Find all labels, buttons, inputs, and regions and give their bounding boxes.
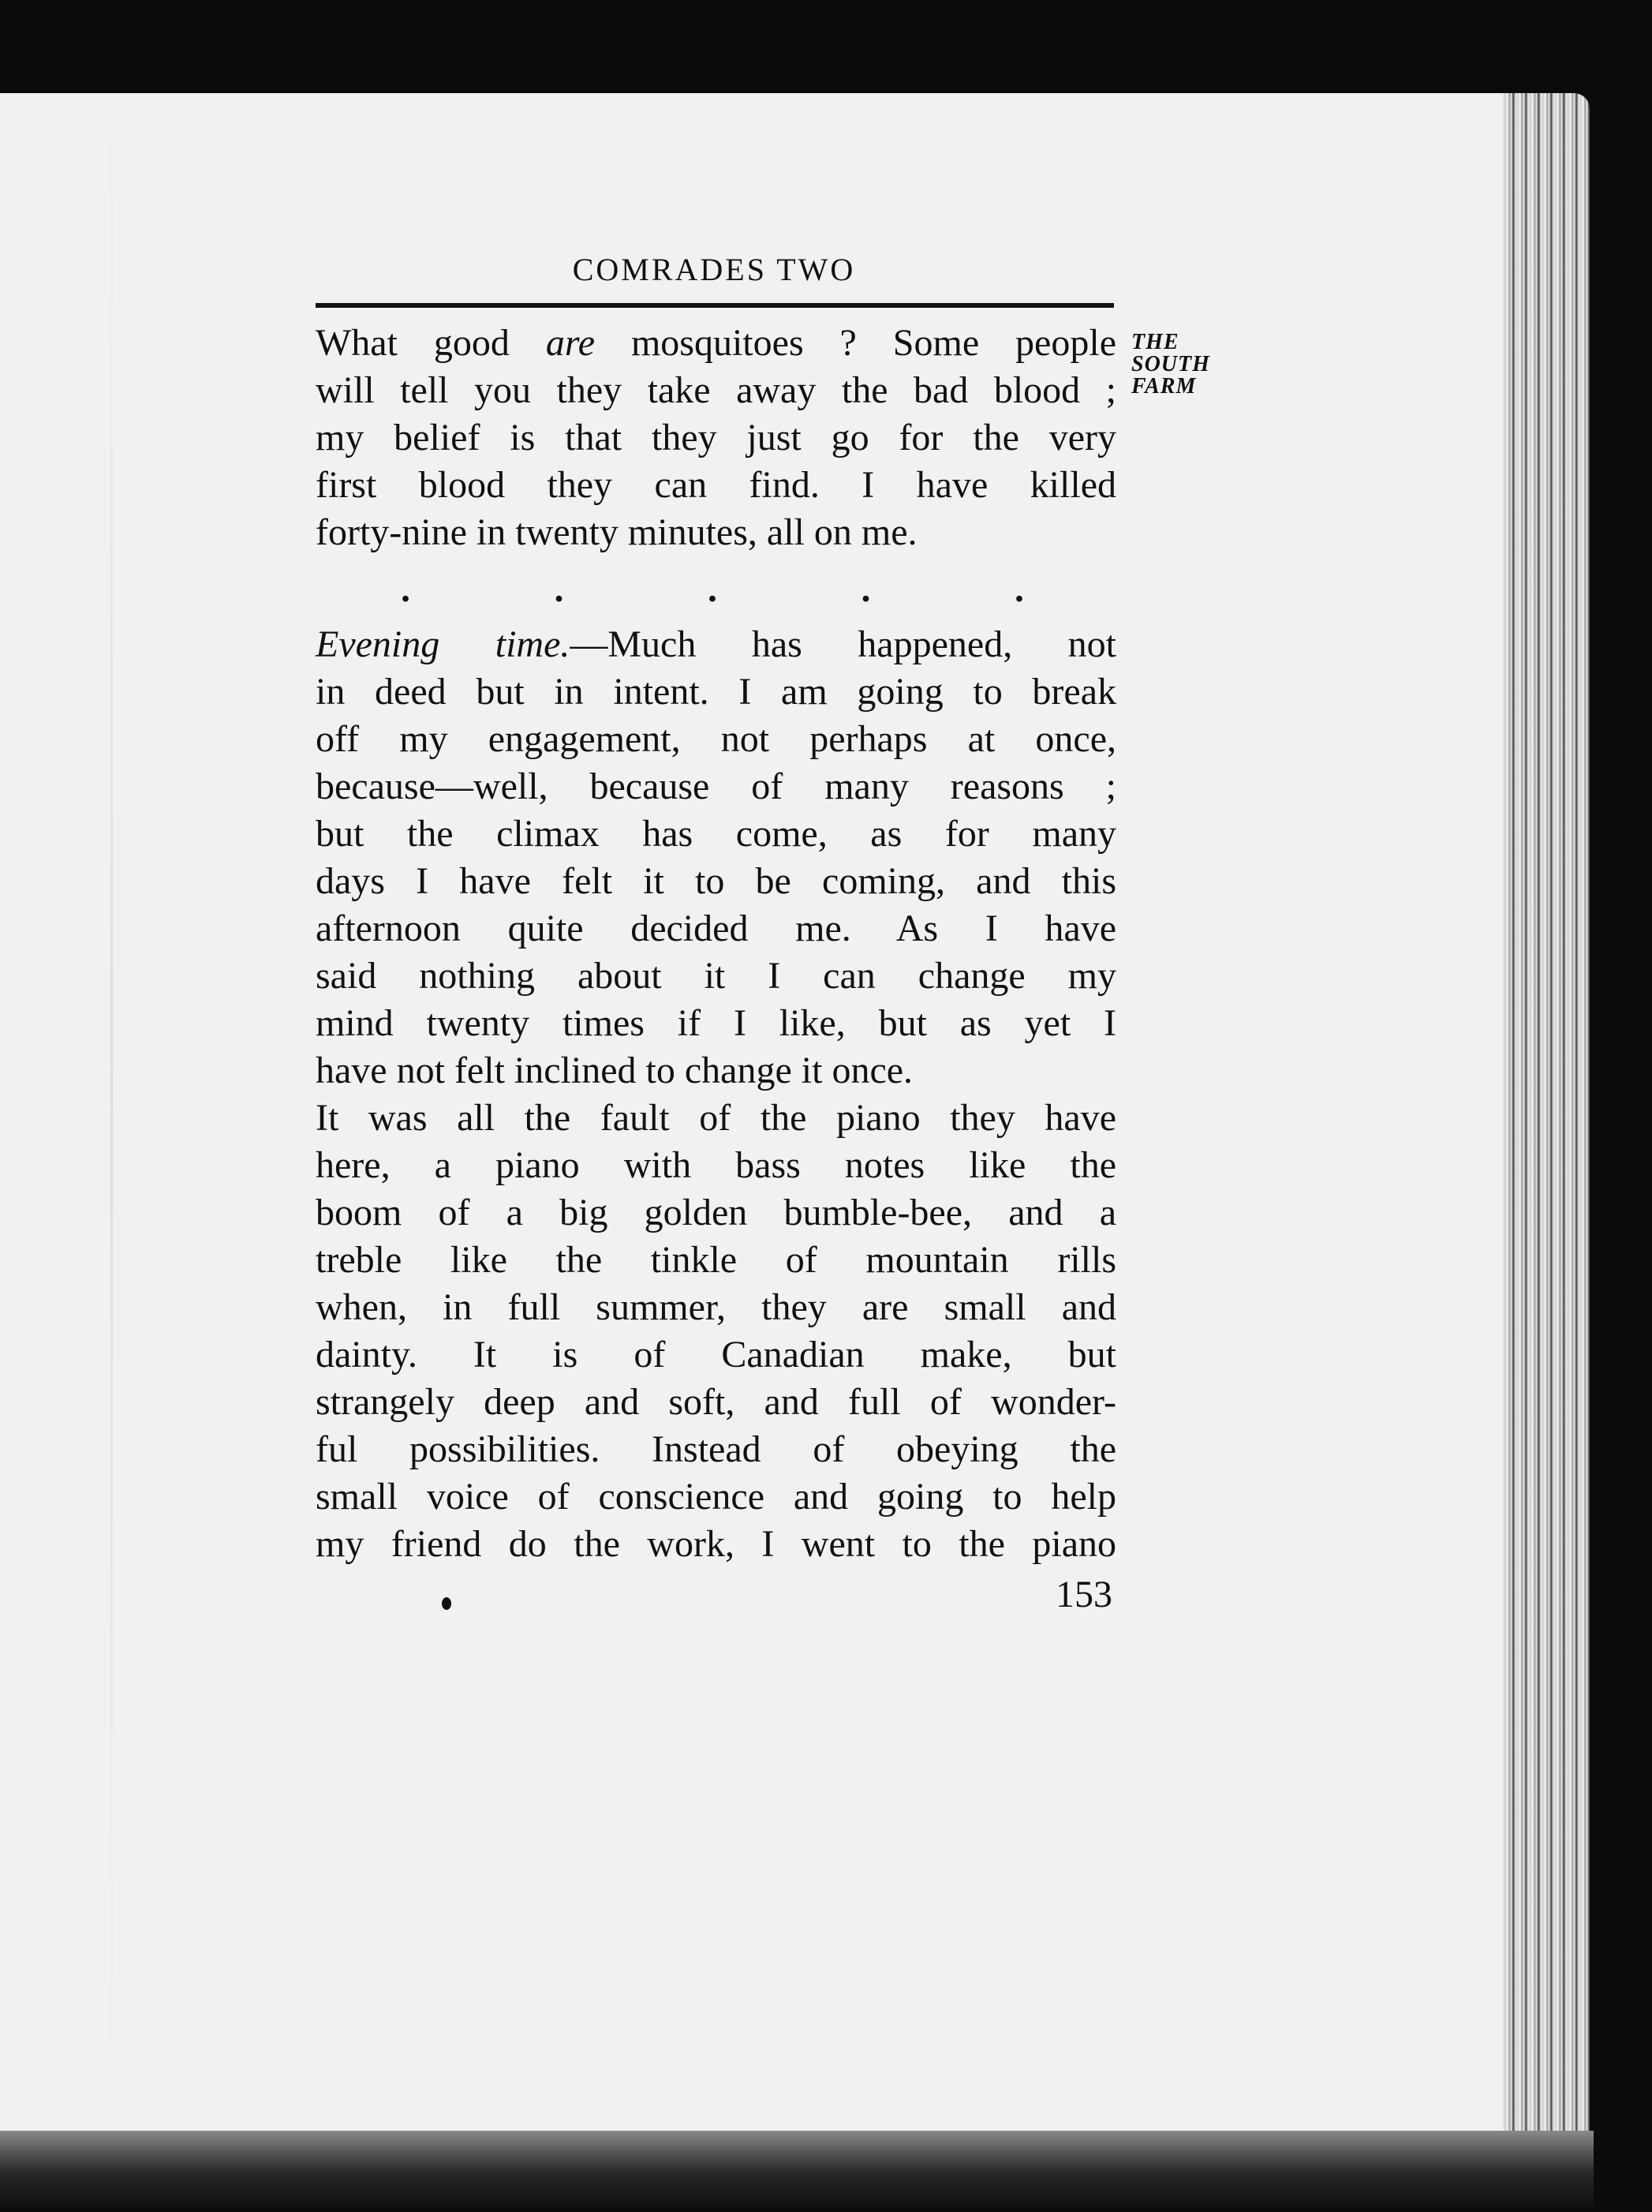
section-break-dots bbox=[401, 567, 1024, 612]
running-head: COMRADES TWO bbox=[572, 252, 856, 287]
text-line bbox=[316, 621, 1116, 668]
text-line: because—well, because of many reasons ; bbox=[316, 765, 1116, 807]
gutter-shadow bbox=[110, 110, 113, 2068]
margin-note-line: SOUTH bbox=[1131, 352, 1210, 376]
text-line: forty-nine in twenty minutes, all on me. bbox=[316, 511, 918, 553]
text-line: It was all the fault of the piano they have bbox=[316, 1097, 1116, 1139]
text-span: mosquitoes ? Some people bbox=[595, 322, 1116, 364]
text-line: off my engagement, not perhaps at once, bbox=[316, 718, 1116, 760]
text-line: my friend do the work, I went to the piano bbox=[316, 1523, 1116, 1565]
margin-note bbox=[1131, 331, 1210, 398]
dot: . bbox=[708, 568, 717, 610]
italic-word: are bbox=[545, 322, 596, 364]
text-line: afternoon quite decided me. As I have bbox=[316, 908, 1116, 949]
italic-heading: Evening time. bbox=[316, 623, 570, 665]
text-line: have not felt inclined to change it once. bbox=[316, 1050, 914, 1091]
text-line: strangely deep and soft, and full of wonder- bbox=[316, 1381, 1116, 1423]
text-line: when, in full summer, they are small and bbox=[316, 1286, 1116, 1328]
dot: . bbox=[401, 568, 410, 610]
margin-note-line: FARM bbox=[1131, 374, 1197, 399]
header-rule bbox=[316, 303, 1114, 308]
text-line: days I have felt it to be coming, and this bbox=[316, 860, 1116, 902]
dot: . bbox=[1015, 568, 1024, 610]
text-span: What good bbox=[316, 322, 546, 364]
page-number: 153 bbox=[1056, 1574, 1112, 1615]
text-line: small voice of conscience and going to help bbox=[316, 1476, 1116, 1518]
text-line: mind twenty times if I like, but as yet I bbox=[316, 1002, 1116, 1044]
body-text bbox=[316, 320, 1116, 1568]
text-line: but the climax has come, as for many bbox=[316, 813, 1116, 855]
ornament-dot bbox=[442, 1597, 451, 1610]
section-gap bbox=[316, 556, 1116, 567]
text-line: in deed but in intent. I am going to break bbox=[316, 671, 1116, 713]
page-shadow bbox=[0, 2131, 1594, 2212]
dot: . bbox=[554, 568, 564, 610]
text-line bbox=[316, 320, 1116, 367]
text-line: dainty. It is of Canadian make, but bbox=[316, 1334, 1116, 1375]
text-line: will tell you they take away the bad blood ; bbox=[316, 369, 1116, 411]
margin-note-line: THE bbox=[1131, 330, 1179, 354]
text-line: here, a piano with bass notes like the bbox=[316, 1144, 1116, 1186]
text-line: boom of a big golden bumble-bee, and a bbox=[316, 1192, 1116, 1233]
text-line: ful possibilities. Instead of obeying the bbox=[316, 1428, 1116, 1470]
page-edges bbox=[1503, 93, 1590, 2145]
text-span: —Much has happened, not bbox=[570, 623, 1116, 665]
dot: . bbox=[861, 568, 871, 610]
text-line: my belief is that they just go for the very bbox=[316, 417, 1116, 458]
text-line: treble like the tinkle of mountain rills bbox=[316, 1239, 1116, 1281]
text-line: said nothing about it I can change my bbox=[316, 955, 1116, 997]
text-line: first blood they can find. I have killed bbox=[316, 464, 1116, 506]
